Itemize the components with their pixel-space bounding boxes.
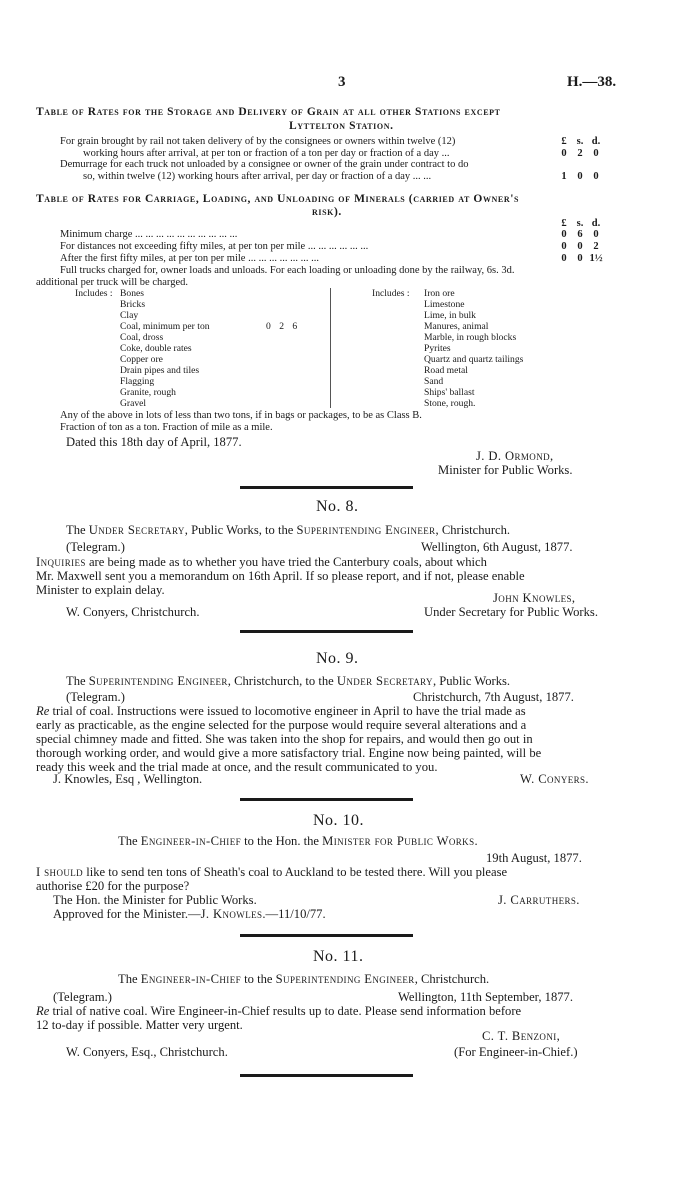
right-item: Pyrites [424, 343, 451, 354]
grain-row-2-cont: so, within twelve (12) working hours after arrival, per day or fraction of a day ... ... [83, 171, 432, 182]
mineral-note-cont: additional per truck will be charged. [36, 277, 189, 288]
no9-body: ready this week and the trial made at once, and the result communicated to you. [36, 760, 438, 774]
no9-telegram-label: (Telegram.) [66, 690, 125, 704]
no11-place-date: Wellington, 11th September, 1877. [398, 990, 574, 1004]
no10-address-line: The Engineer-in-Chief to the Hon. the Minister for Public Works. [118, 834, 478, 848]
no10-signatory-name: J. Carruthers. [498, 893, 580, 907]
section-heading-no11: No. 11. [313, 948, 364, 965]
left-includes-label: Includes : [75, 288, 113, 299]
left-item: Bricks [120, 299, 146, 310]
left-item: Drain pipes and tiles [120, 365, 200, 376]
left-item: Coal, minimum per ton [120, 321, 210, 332]
no8-place-date: Wellington, 6th August, 1877. [421, 540, 573, 554]
section-divider [240, 486, 413, 489]
no9-body: Re trial of coal. Instructions were issued to locomotive engineer in April to have the trial made as [36, 704, 526, 718]
right-includes-label: Includes : [372, 288, 410, 299]
no10-body: I should like to send ten tons of Sheath's coal to Auckland to be tested there. Will you please [36, 865, 508, 879]
signatory-title: Minister for Public Works. [438, 463, 573, 477]
no9-body: thorough working order, and would give a more satisfactory trial. Engine now being painted, will be [36, 746, 542, 760]
right-item: Iron ore [424, 288, 455, 299]
mineral-row-minimum: Minimum charge ... ... ... ... ... ... ... ... ... ... [60, 229, 238, 240]
left-item: Bones [120, 288, 144, 299]
section-divider [240, 1074, 413, 1077]
no10-approval-note: Approved for the Minister.—J. Knowles.—11/10/77. [53, 907, 326, 921]
no9-place-date: Christchurch, 7th August, 1877. [413, 690, 574, 704]
left-item: Gravel [120, 398, 147, 409]
left-item: Clay [120, 310, 139, 321]
right-item: Quartz and quartz tailings [424, 354, 524, 365]
mineral-note: Full trucks charged for, owner loads and unloads. For each loading or unloading done by the railway, 6s. 3d. [60, 265, 515, 276]
left-item: Granite, rough [120, 387, 176, 398]
dated-line: Dated this 18th day of April, 1877. [66, 435, 242, 449]
no8-telegram-label: (Telegram.) [66, 540, 125, 554]
mineral-row-minimum-amount: 0 6 0 [561, 229, 599, 240]
coal-minimum-rate: 0 2 6 [266, 321, 298, 332]
right-item: Stone, rough. [424, 398, 476, 409]
document-reference: H.—38. [567, 74, 617, 90]
includes-divider [330, 288, 331, 408]
no8-body: Inquiries are being made as to whether you have tried the Canterbury coals, about which [36, 555, 487, 569]
mineral-row-over-fifty-amount: 0 0 1½ [561, 253, 603, 264]
no10-body: authorise £20 for the purpose? [36, 879, 190, 893]
right-item: Ships' ballast [424, 387, 475, 398]
grain-table-title: Table of Rates for the Storage and Delivery of Grain at all other Stations except [36, 106, 501, 118]
signatory-name: J. D. Ormond, [476, 449, 554, 463]
grain-row-2: Demurrage for each truck not unloaded by a consignee or owner of the grain under contract to do [60, 159, 469, 170]
left-item: Flagging [120, 376, 155, 387]
no8-recipient: W. Conyers, Christchurch. [66, 605, 200, 619]
grain-row-1-cont: working hours after arrival, at per ton or fraction of a ton per day or fraction of a day ... [83, 148, 450, 159]
no11-signatory-title: (For Engineer-in-Chief.) [454, 1045, 578, 1059]
right-item: Limestone [424, 299, 465, 310]
no9-body: special chimney made and fitted. She was taken into the shop for repairs, and would then go out in [36, 732, 533, 746]
mineral-row-over-fifty: After the first fifty miles, at per ton per mile ... ... ... ... ... ... ... [60, 253, 319, 264]
section-heading-no8: No. 8. [316, 498, 359, 515]
grain-row-1: For grain brought by rail not taken delivery of by the consignees or owners within twelve (12) [60, 136, 456, 147]
no8-address-line: The Under Secretary, Public Works, to the Superintending Engineer, Christchurch. [66, 523, 511, 537]
no10-recipient: The Hon. the Minister for Public Works. [53, 893, 257, 907]
no11-telegram-label: (Telegram.) [53, 990, 112, 1004]
mineral-row-under-fifty-amount: 0 0 2 [561, 241, 599, 252]
mineral-footnote: Fraction of ton as a ton. Fraction of mile as a mile. [60, 422, 273, 433]
section-heading-no10: No. 10. [313, 812, 365, 829]
no9-body: early as practicable, as the engine selected for the purpose would require several alterations and a [36, 718, 527, 732]
right-item: Lime, in bulk [424, 310, 476, 321]
mineral-row-under-fifty: For distances not exceeding fifty miles, at per ton per mile ... ... ... ... ... ... [60, 241, 369, 252]
no9-address-line: The Superintending Engineer, Christchurch, to the Under Secretary, Public Works. [66, 674, 511, 688]
no11-signatory-name: C. T. Benzoni, [482, 1029, 561, 1043]
section-divider [240, 934, 413, 937]
no9-recipient: J. Knowles, Esq , Wellington. [53, 772, 203, 786]
left-item: Coke, double rates [120, 343, 192, 354]
no8-body: Mr. Maxwell sent you a memorandum on 16th April. If so please report, and if not, please enable [36, 569, 525, 583]
no11-body: Re trial of native coal. Wire Engineer-in-Chief results up to date. Please send information before [36, 1004, 522, 1018]
mineral-footnote: Any of the above in lots of less than two tons, if in bags or packages, to be as Class B. [60, 410, 422, 421]
right-item: Manures, animal [424, 321, 489, 332]
section-heading-no9: No. 9. [316, 650, 359, 667]
mineral-table-title: Table of Rates for Carriage, Loading, and Unloading of Minerals (carried at Owner's [36, 193, 520, 205]
left-item: Coal, dross [120, 332, 164, 343]
no10-date: 19th August, 1877. [486, 851, 582, 865]
right-item: Marble, in rough blocks [424, 332, 517, 343]
no9-signatory-name: W. Conyers. [520, 772, 589, 786]
section-divider [240, 798, 413, 801]
right-item: Road metal [424, 365, 468, 376]
no8-signatory-title: Under Secretary for Public Works. [424, 605, 598, 619]
no8-signatory-name: John Knowles, [493, 591, 576, 605]
section-divider [240, 630, 413, 633]
grain-row-1-amount: 0 2 0 [561, 148, 599, 159]
mineral-table-title-cont: risk). [312, 206, 342, 218]
no11-body: 12 to-day if possible. Matter very urgent. [36, 1018, 243, 1032]
no8-body: Minister to explain delay. [36, 583, 165, 597]
grain-table-column-heads: £ s. d. [561, 136, 601, 147]
right-item: Sand [424, 376, 444, 387]
mineral-table-column-heads: £ s. d. [561, 218, 601, 229]
no11-recipient: W. Conyers, Esq., Christchurch. [66, 1045, 228, 1059]
grain-row-2-amount: 1 0 0 [561, 171, 599, 182]
grain-table-title-cont: Lyttelton Station. [289, 120, 394, 132]
page-number: 3 [338, 74, 346, 90]
no11-address-line: The Engineer-in-Chief to the Superintending Engineer, Christchurch. [118, 972, 490, 986]
left-item: Copper ore [120, 354, 163, 365]
